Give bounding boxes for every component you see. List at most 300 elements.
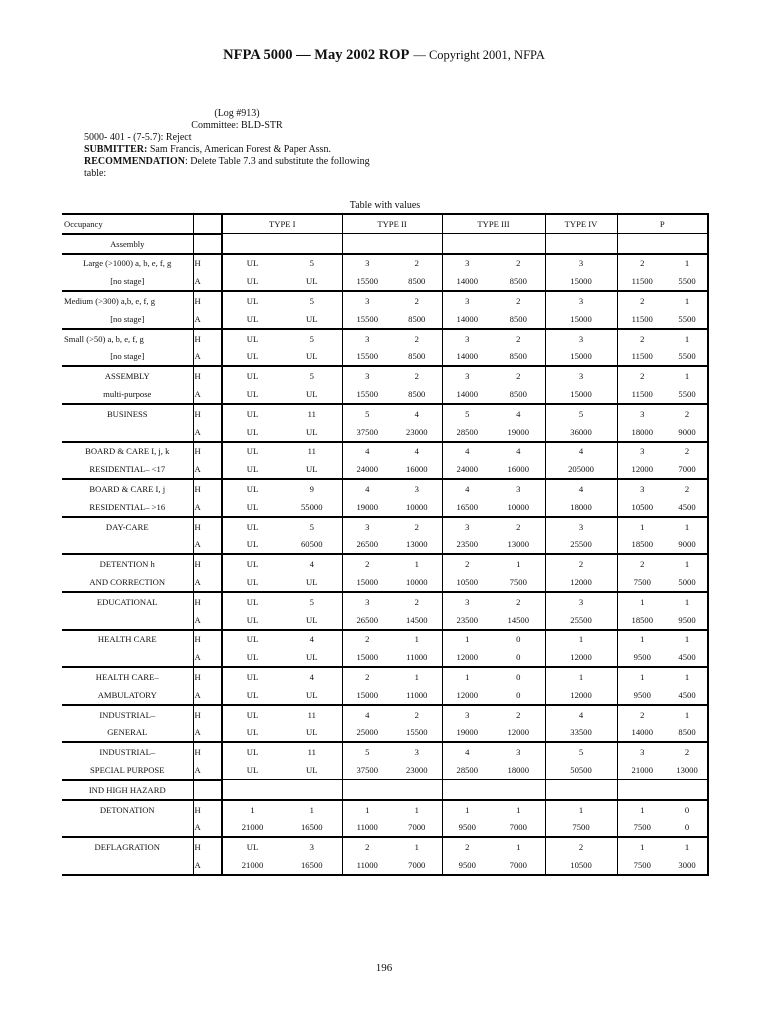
value-cell: 3 bbox=[342, 366, 392, 385]
value-cell: 2 bbox=[392, 705, 442, 724]
value-cell: 1 bbox=[545, 800, 617, 819]
occupancy-label: SPECIAL PURPOSE bbox=[90, 765, 165, 775]
table-row bbox=[62, 573, 708, 592]
recommendation-text: : Delete Table 7.3 and substitute the following table: bbox=[84, 156, 370, 179]
occupancy-label: RESIDENTIAL– <17 bbox=[89, 464, 166, 475]
table-row bbox=[62, 310, 708, 329]
log-block bbox=[84, 108, 390, 180]
ha-cell bbox=[193, 234, 222, 254]
occupancy-label: DEFLAGRATION bbox=[62, 837, 193, 856]
value-cell: 9500 bbox=[617, 648, 667, 667]
value-cell: 0 bbox=[492, 667, 545, 686]
empty-cell bbox=[442, 780, 545, 800]
value-cell: 5 bbox=[282, 254, 342, 273]
value-cell: 1 bbox=[667, 705, 708, 724]
ha-marker: H bbox=[193, 837, 222, 856]
value-cell: 11000 bbox=[342, 819, 392, 838]
value-cell: 3 bbox=[442, 329, 492, 348]
value-cell: 4500 bbox=[667, 686, 708, 705]
value-cell: UL bbox=[222, 648, 282, 667]
value-cell: 1 bbox=[442, 630, 492, 649]
ha-marker: H bbox=[193, 479, 222, 498]
value-cell: 11500 bbox=[617, 272, 667, 291]
value-cell: 2 bbox=[667, 742, 708, 761]
occupancy-label bbox=[62, 611, 193, 630]
value-cell: UL bbox=[222, 348, 282, 367]
value-cell: 7500 bbox=[545, 819, 617, 838]
value-cell: 7000 bbox=[492, 856, 545, 875]
value-cell: 15500 bbox=[342, 310, 392, 329]
value-cell: 0 bbox=[516, 689, 521, 700]
value-cell: 9500 bbox=[667, 611, 708, 630]
value-cell: 37500 bbox=[342, 761, 392, 780]
value-cell: UL bbox=[222, 272, 282, 291]
ha-marker: A bbox=[193, 761, 222, 780]
value-cell: 21000 bbox=[617, 761, 667, 780]
value-cell: 5 bbox=[342, 742, 392, 761]
type-header: TYPE II bbox=[342, 214, 442, 234]
value-cell: 1 bbox=[617, 592, 667, 611]
value-cell: 7500 bbox=[509, 577, 527, 588]
value-cell: 2 bbox=[342, 554, 392, 573]
occupancy-label: BOARD & CARE I, j bbox=[62, 479, 193, 498]
value-cell: 3 bbox=[545, 592, 617, 611]
table-row bbox=[62, 630, 708, 649]
ha-marker: H bbox=[193, 800, 222, 819]
value-cell: 10500 bbox=[545, 856, 617, 875]
table-row bbox=[62, 460, 708, 479]
ha-marker: H bbox=[193, 291, 222, 310]
table-row bbox=[62, 800, 708, 819]
value-cell: 18000 bbox=[507, 765, 529, 776]
value-cell: 1 bbox=[392, 630, 442, 649]
table-row bbox=[62, 742, 708, 761]
value-cell: 3 bbox=[342, 329, 392, 348]
value-cell: 3 bbox=[617, 442, 667, 461]
value-cell: 1 bbox=[545, 630, 617, 649]
value-cell: 5500 bbox=[667, 348, 708, 367]
recommendation-label: RECOMMENDATION bbox=[84, 156, 185, 167]
ha-marker: H bbox=[193, 705, 222, 724]
value-cell: 1 bbox=[392, 800, 442, 819]
occupancy-label: AND CORRECTION bbox=[89, 577, 166, 588]
value-cell: UL bbox=[222, 686, 282, 705]
ha-marker: H bbox=[193, 366, 222, 385]
value-cell: 37500 bbox=[342, 423, 392, 442]
value-cell: 4 bbox=[342, 442, 392, 461]
table-row bbox=[62, 385, 708, 404]
occupancy-label bbox=[62, 423, 193, 442]
value-cell: 4 bbox=[392, 442, 442, 461]
value-cell: 11500 bbox=[617, 348, 667, 367]
value-cell: 9500 bbox=[442, 856, 492, 875]
ha-cell bbox=[193, 780, 222, 800]
value-cell: 11000 bbox=[406, 652, 428, 663]
table-row bbox=[62, 611, 708, 630]
value-cell: 11500 bbox=[617, 385, 667, 404]
value-cell: 15500 bbox=[342, 348, 392, 367]
value-cell: UL bbox=[222, 742, 282, 761]
section-row bbox=[62, 780, 708, 800]
ha-marker: A bbox=[193, 536, 222, 555]
value-cell: 1 bbox=[392, 554, 442, 573]
occupancy-label: GENERAL bbox=[107, 727, 148, 738]
section-label: IND HIGH HAZARD bbox=[62, 780, 193, 800]
value-cell: 8500 bbox=[509, 276, 527, 287]
table-row bbox=[62, 517, 708, 536]
value-cell: 1 bbox=[282, 800, 342, 819]
value-cell: 2 bbox=[667, 479, 708, 498]
value-cell: UL bbox=[222, 291, 282, 310]
value-cell: 1 bbox=[617, 630, 667, 649]
value-cell: 2 bbox=[667, 404, 708, 423]
value-cell: 14000 bbox=[442, 348, 492, 367]
value-cell: 3 bbox=[282, 837, 342, 856]
value-cell: 24000 bbox=[342, 460, 392, 479]
ha-marker: A bbox=[193, 819, 222, 838]
value-cell: 5 bbox=[282, 366, 342, 385]
value-cell: UL bbox=[222, 536, 282, 555]
submitter-label: SUBMITTER: bbox=[84, 144, 148, 155]
value-cell: 55000 bbox=[301, 501, 323, 512]
occupancy-label: [no stage] bbox=[110, 276, 145, 287]
value-cell: 15000 bbox=[545, 385, 617, 404]
value-cell: 4 bbox=[492, 442, 545, 461]
occupancy-label: INDUSTRIAL– bbox=[62, 742, 193, 761]
occupancy-label: multi-purpose bbox=[103, 389, 152, 400]
ha-marker: A bbox=[193, 385, 222, 404]
value-cell: 4 bbox=[442, 742, 492, 761]
value-cell: 1 bbox=[392, 837, 442, 856]
recommendation-line bbox=[84, 156, 390, 180]
value-cell: 1 bbox=[617, 517, 667, 536]
value-cell: 8500 bbox=[667, 724, 708, 743]
value-cell: 15500 bbox=[342, 385, 392, 404]
value-cell: 2 bbox=[342, 837, 392, 856]
table-header-row bbox=[62, 214, 708, 234]
value-cell: UL bbox=[306, 464, 318, 475]
value-cell: 3000 bbox=[667, 856, 708, 875]
ha-marker: H bbox=[193, 254, 222, 273]
value-cell: 18000 bbox=[617, 423, 667, 442]
value-cell: 3 bbox=[442, 291, 492, 310]
table-row bbox=[62, 254, 708, 273]
value-cell: 23500 bbox=[442, 611, 492, 630]
type-header: TYPE III bbox=[442, 214, 545, 234]
value-cell: 3 bbox=[617, 479, 667, 498]
occupancy-label: [no stage] bbox=[110, 351, 145, 362]
occupancy-header: Occupancy bbox=[62, 214, 193, 234]
occupancy-label: Medium (>300) a,b, e, f, g bbox=[62, 291, 193, 310]
value-cell: 1 bbox=[617, 800, 667, 819]
value-cell: 60500 bbox=[301, 539, 323, 550]
value-cell: UL bbox=[222, 460, 282, 479]
value-cell: 2 bbox=[392, 329, 442, 348]
table-row bbox=[62, 705, 708, 724]
value-cell: 2 bbox=[617, 554, 667, 573]
value-cell: 1 bbox=[492, 800, 545, 819]
value-cell: 3 bbox=[442, 254, 492, 273]
table-row bbox=[62, 498, 708, 517]
submitter-line bbox=[84, 144, 390, 156]
value-cell: 3 bbox=[342, 517, 392, 536]
table-row bbox=[62, 554, 708, 573]
value-cell: 1 bbox=[392, 667, 442, 686]
value-cell: 8500 bbox=[408, 351, 426, 362]
table-row bbox=[62, 479, 708, 498]
type-header: P bbox=[617, 214, 708, 234]
value-cell: 7500 bbox=[617, 573, 667, 592]
value-cell: 1 bbox=[442, 800, 492, 819]
page-header bbox=[0, 46, 768, 64]
value-cell: 2 bbox=[442, 554, 492, 573]
empty-cell bbox=[617, 780, 708, 800]
value-cell: 33500 bbox=[545, 724, 617, 743]
value-cell: UL bbox=[306, 577, 318, 588]
value-cell: 4 bbox=[442, 479, 492, 498]
value-cell: UL bbox=[222, 423, 282, 442]
value-cell: 9 bbox=[282, 479, 342, 498]
value-cell: 3 bbox=[392, 479, 442, 498]
value-cell: UL bbox=[306, 727, 318, 738]
value-cell: 5 bbox=[282, 592, 342, 611]
value-cell: 5500 bbox=[667, 310, 708, 329]
allowable-area-table bbox=[62, 213, 709, 876]
value-cell: 12000 bbox=[545, 686, 617, 705]
value-cell: 12000 bbox=[442, 648, 492, 667]
value-cell: UL bbox=[222, 329, 282, 348]
value-cell: 3 bbox=[442, 517, 492, 536]
value-cell: 1 bbox=[667, 630, 708, 649]
occupancy-label: BUSINESS bbox=[62, 404, 193, 423]
value-cell: UL bbox=[306, 652, 318, 663]
value-cell: 1 bbox=[667, 554, 708, 573]
empty-cell bbox=[342, 234, 442, 254]
ha-marker: A bbox=[193, 272, 222, 291]
table-row bbox=[62, 648, 708, 667]
value-cell: 2 bbox=[342, 667, 392, 686]
occupancy-label bbox=[62, 536, 193, 555]
value-cell: 3 bbox=[342, 291, 392, 310]
value-cell: 4 bbox=[492, 404, 545, 423]
value-cell: 2 bbox=[392, 366, 442, 385]
table-row bbox=[62, 536, 708, 555]
value-cell: 2 bbox=[545, 554, 617, 573]
value-cell: 1 bbox=[222, 800, 282, 819]
type-header: TYPE IV bbox=[545, 214, 617, 234]
ha-marker: A bbox=[193, 460, 222, 479]
value-cell: 12000 bbox=[617, 460, 667, 479]
value-cell: 2 bbox=[492, 517, 545, 536]
ha-marker: H bbox=[193, 517, 222, 536]
value-cell: 11000 bbox=[406, 689, 428, 700]
value-cell: UL bbox=[222, 404, 282, 423]
table-row bbox=[62, 724, 708, 743]
value-cell: 10500 bbox=[617, 498, 667, 517]
value-cell: 23000 bbox=[406, 765, 428, 776]
value-cell: UL bbox=[222, 554, 282, 573]
value-cell: 3 bbox=[492, 742, 545, 761]
value-cell: 4 bbox=[282, 630, 342, 649]
value-cell: 28500 bbox=[442, 761, 492, 780]
committee-line: Committee: BLD-STR bbox=[191, 120, 283, 131]
value-cell: 1 bbox=[617, 837, 667, 856]
value-cell: 8500 bbox=[509, 313, 527, 324]
value-cell: 14000 bbox=[442, 385, 492, 404]
value-cell: UL bbox=[222, 442, 282, 461]
occupancy-label: [no stage] bbox=[110, 313, 145, 324]
section-label: Assembly bbox=[62, 234, 193, 254]
occupancy-label: RESIDENTIAL– >16 bbox=[89, 501, 166, 512]
value-cell: 2 bbox=[492, 254, 545, 273]
submitter-text: Sam Francis, American Forest & Paper Assn. bbox=[147, 144, 331, 155]
value-cell: 4 bbox=[442, 442, 492, 461]
value-cell: UL bbox=[306, 313, 318, 324]
value-cell: 3 bbox=[392, 742, 442, 761]
occupancy-label: HEALTH CARE bbox=[62, 630, 193, 649]
value-cell: 7000 bbox=[509, 822, 527, 833]
value-cell: 11 bbox=[282, 742, 342, 761]
value-cell: 0 bbox=[516, 652, 521, 663]
table-row bbox=[62, 819, 708, 838]
occupancy-label: Small (>50) a, b, e, f, g bbox=[62, 329, 193, 348]
value-cell: 12000 bbox=[545, 573, 617, 592]
value-cell: 2 bbox=[442, 837, 492, 856]
table-row bbox=[62, 348, 708, 367]
value-cell: UL bbox=[306, 389, 318, 400]
ha-marker: A bbox=[193, 611, 222, 630]
value-cell: 15500 bbox=[406, 727, 428, 738]
value-cell: 4 bbox=[392, 404, 442, 423]
value-cell: 14000 bbox=[442, 310, 492, 329]
value-cell: 11 bbox=[282, 404, 342, 423]
value-cell: UL bbox=[306, 351, 318, 362]
value-cell: 21000 bbox=[222, 819, 282, 838]
value-cell: 14500 bbox=[406, 614, 428, 625]
value-cell: 8500 bbox=[408, 313, 426, 324]
value-cell: 16000 bbox=[406, 464, 428, 475]
occupancy-label: BOARD & CARE I, j, k bbox=[62, 442, 193, 461]
value-cell: 1 bbox=[492, 554, 545, 573]
value-cell: 18500 bbox=[617, 611, 667, 630]
value-cell: 14000 bbox=[442, 272, 492, 291]
log-number: (Log #913) bbox=[214, 108, 260, 119]
value-cell: 3 bbox=[442, 705, 492, 724]
value-cell: UL bbox=[306, 426, 318, 437]
value-cell: 4500 bbox=[667, 498, 708, 517]
value-cell: 2 bbox=[392, 254, 442, 273]
table-row bbox=[62, 592, 708, 611]
occupancy-label: Large (>1000) a, b, e, f, g bbox=[62, 254, 193, 273]
value-cell: 23000 bbox=[406, 426, 428, 437]
table-row bbox=[62, 837, 708, 856]
value-cell: 18000 bbox=[545, 498, 617, 517]
value-cell: 1 bbox=[667, 291, 708, 310]
value-cell: 11000 bbox=[342, 856, 392, 875]
value-cell: 9500 bbox=[617, 686, 667, 705]
value-cell: 5 bbox=[282, 329, 342, 348]
empty-cell bbox=[545, 780, 617, 800]
value-cell: 2 bbox=[617, 705, 667, 724]
ha-marker: H bbox=[193, 554, 222, 573]
value-cell: 1 bbox=[667, 366, 708, 385]
value-cell: UL bbox=[222, 366, 282, 385]
table-row bbox=[62, 291, 708, 310]
value-cell: 18500 bbox=[617, 536, 667, 555]
empty-cell bbox=[342, 780, 442, 800]
value-cell: 4 bbox=[282, 667, 342, 686]
value-cell: 21000 bbox=[222, 856, 282, 875]
value-cell: 5 bbox=[282, 517, 342, 536]
value-cell: 28500 bbox=[442, 423, 492, 442]
ha-marker: H bbox=[193, 630, 222, 649]
value-cell: 3 bbox=[617, 404, 667, 423]
value-cell: 3 bbox=[342, 592, 392, 611]
value-cell: 1 bbox=[617, 667, 667, 686]
occupancy-label: DETONATION bbox=[62, 800, 193, 819]
value-cell: 3 bbox=[442, 366, 492, 385]
value-cell: 2 bbox=[492, 705, 545, 724]
occupancy-label: ASSEMBLY bbox=[62, 366, 193, 385]
value-cell: UL bbox=[306, 276, 318, 287]
value-cell: 1 bbox=[667, 254, 708, 273]
occupancy-label bbox=[62, 819, 193, 838]
value-cell: 2 bbox=[617, 291, 667, 310]
table-row bbox=[62, 272, 708, 291]
value-cell: UL bbox=[222, 310, 282, 329]
value-cell: 4 bbox=[545, 442, 617, 461]
value-cell: 15000 bbox=[342, 648, 392, 667]
value-cell: 19000 bbox=[342, 498, 392, 517]
value-cell: 1 bbox=[442, 667, 492, 686]
value-cell: 8500 bbox=[408, 389, 426, 400]
value-cell: UL bbox=[222, 479, 282, 498]
value-cell: 19000 bbox=[442, 724, 492, 743]
table-row bbox=[62, 404, 708, 423]
value-cell: 3 bbox=[617, 742, 667, 761]
value-cell: 15500 bbox=[342, 272, 392, 291]
ha-marker: A bbox=[193, 724, 222, 743]
value-cell: 2 bbox=[342, 630, 392, 649]
value-cell: 11500 bbox=[617, 310, 667, 329]
value-cell: 13000 bbox=[667, 761, 708, 780]
occupancy-label bbox=[62, 648, 193, 667]
value-cell: 5 bbox=[545, 404, 617, 423]
ha-marker: H bbox=[193, 742, 222, 761]
occupancy-label: AMBULATORY bbox=[97, 689, 157, 700]
value-cell: UL bbox=[306, 765, 318, 776]
value-cell: 2 bbox=[545, 837, 617, 856]
value-cell: 0 bbox=[667, 819, 708, 838]
value-cell: 13000 bbox=[507, 539, 529, 550]
ha-marker: H bbox=[193, 442, 222, 461]
value-cell: 2 bbox=[392, 592, 442, 611]
value-cell: 14500 bbox=[507, 614, 529, 625]
value-cell: 7000 bbox=[392, 856, 442, 875]
value-cell: 25000 bbox=[342, 724, 392, 743]
value-cell: 15000 bbox=[342, 686, 392, 705]
value-cell: 5 bbox=[282, 291, 342, 310]
table-row bbox=[62, 761, 708, 780]
value-cell: 9000 bbox=[667, 423, 708, 442]
empty-cell bbox=[442, 234, 545, 254]
occupancy-label bbox=[62, 856, 193, 875]
value-cell: 1 bbox=[492, 837, 545, 856]
value-cell: UL bbox=[222, 592, 282, 611]
value-cell: UL bbox=[222, 385, 282, 404]
ha-marker: A bbox=[193, 573, 222, 592]
table-row bbox=[62, 667, 708, 686]
